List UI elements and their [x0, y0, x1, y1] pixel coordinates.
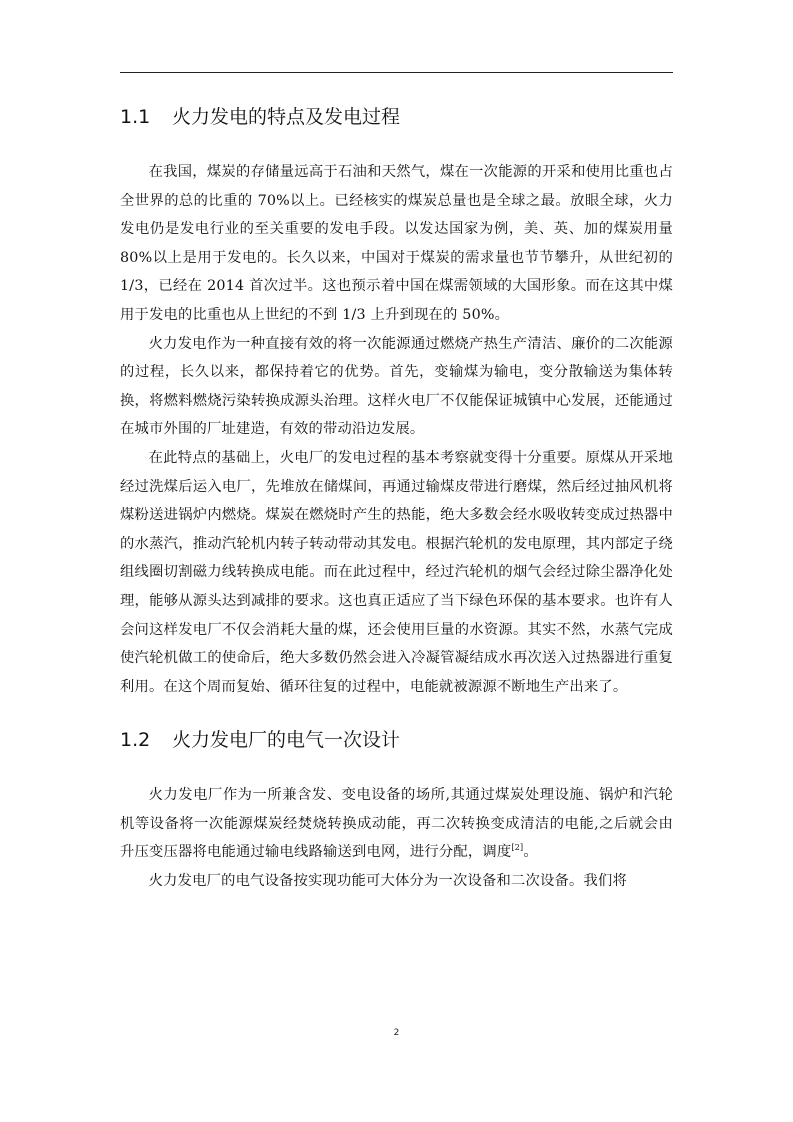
page-body	[120, 96, 673, 896]
paragraph-text: 火力发电厂作为一所兼含发、变电设备的场所,其通过煤炭处理设施、锅炉和汽轮机等设备将一次能源煤炭经焚烧转换成动能，再二次转换变成清洁的电能,之后就会由升压变压器将电能通过输电线路输送到电网，进行分配，调度	[120, 787, 673, 861]
paragraph: 在我国，煤炭的存储量远高于石油和天然气，煤在一次能源的开采和使用比重也占全世界的总的比重的 70%以上。已经核实的煤炭总量也是全球之最。放眼全球，火力发电仍是发电行业的至关重要的发电手段。以发达国家为例，美、英、加的煤炭用量 80%以上是用于发电的。长久以来，中国对于煤炭的需求量也节节攀升，从世纪初的 1/3，已经在 2014 首次过半。这也预示着中国在煤需领域的大国形象。而在这其中煤用于发电的比重也从上世纪的不到 1/3 上升到现在的 50%。	[120, 164, 673, 323]
header-rule	[120, 72, 673, 73]
section-heading-1-2	[120, 725, 673, 755]
section-title: 火力发电的特点及发电过程	[172, 106, 401, 128]
section-title: 火力发电厂的电气一次设计	[172, 729, 401, 752]
paragraph: 在此特点的基础上，火电厂的发电过程的基本考察就变得十分重要。原煤从开采地经过洗煤后运入电厂，先堆放在储煤间，再通过输煤皮带进行磨煤，然后经过抽风机将煤粉送进锅炉内燃烧。煤炭在燃烧时产生的热能，绝大多数会经水吸收转变成过热器中的水蒸汽，推动汽轮机内转子转动带动其发电。根据汽轮机的发电原理，其内部定子绕组线圈切割磁力线转换成电能。而在此过程中，经过汽轮机的烟气会经过除尘器净化处理，能够从源头达到减排的要求。这也真正适应了当下绿色环保的基本要求。也许有人会问这样发电厂不仅会消耗大量的煤，还会使用巨量的水资源。其实不然，水蒸气完成使汽轮机做工的使命后，绝大多数仍然会进入冷凝管凝结成水再次送入过热器进行重复利用。在这个周而复始、循环往复的过程中，电能就被源源不断地生产出来了。	[120, 449, 673, 695]
citation: [2]	[511, 843, 524, 853]
paragraph-end: 。	[523, 844, 538, 861]
section-number: 1.1	[120, 106, 151, 128]
section-heading-1-1	[120, 102, 673, 132]
paragraph: 火力发电厂的电气设备按实现功能可大体分为一次设备和二次设备。我们将	[148, 873, 627, 890]
section-number: 1.2	[120, 729, 151, 752]
paragraph	[120, 781, 673, 867]
page-number: 2	[393, 1028, 400, 1038]
paragraph: 火力发电作为一种直接有效的将一次能源通过燃烧产热生产清洁、廉价的二次能源的过程，长久以来，都保持着它的优势。首先，变输煤为输电，变分散输送为集体转换，将燃料燃烧污染转换成源头治理。这样火电厂不仅能保证城镇中心发展，还能通过在城市外围的厂址建造，有效的带动沿边发展。	[120, 335, 673, 438]
